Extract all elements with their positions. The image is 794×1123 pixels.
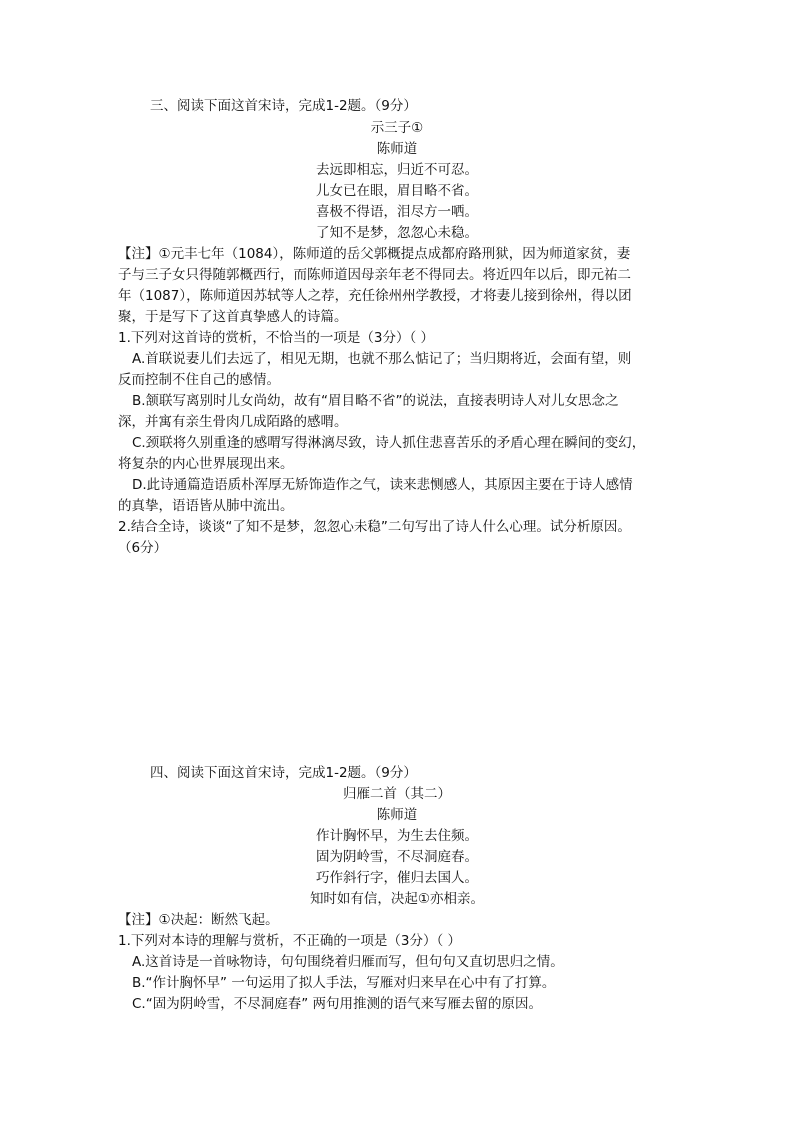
section4-author: 陈师道: [376, 807, 418, 823]
section3-q1-option-c-line-1: C.颈联将久别重逢的感喟写得淋漓尽致，诗人抓住悲喜苦乐的矛盾心理在瞬间的变幻，: [132, 435, 646, 451]
section3-question-2-line-1: 2.结合全诗，谈谈“了知不是梦，忽忽心未稳”二句写出了诗人什么心理。试分析原因。: [118, 519, 631, 535]
section3-note-line-4: 聚，于是写下了这首真挚感人的诗篇。: [118, 309, 348, 325]
section3-question-2-line-2: （6分）: [118, 540, 168, 556]
section3-poem-title: 示三子①: [370, 120, 424, 136]
section3-poem-line-1: 去远即相忘，归近不可忍。: [316, 162, 478, 178]
section3-q1-option-c-line-2: 将复杂的内心世界展现出来。: [118, 456, 294, 472]
section3-q1-option-d-line-1: D.此诗通篇造语质朴浑厚无矫饰造作之气，读来悲恻感人，其原因主要在于诗人感情: [132, 477, 633, 493]
section4-q1-option-c: C.“固为阴岭雪，不尽洞庭春” 两句用推测的语气来写雁去留的原因。: [132, 996, 542, 1012]
section4-poem-line-4: 知时如有信，决起①亦相亲。: [309, 891, 485, 907]
section3-note-line-1: 【注】①元丰七年（1084），陈师道的岳父郭概提点成都府路刑狱，因为师道家贫，妻: [118, 246, 631, 262]
section4-poem-title: 归雁二首（其二）: [343, 786, 451, 802]
section3-q1-option-b-line-1: B.颔联写离别时儿女尚幼，故有“眉目略不省”的说法，直接表明诗人对儿女思念之: [132, 393, 619, 409]
section3-q1-option-a-line-1: A.首联说妻儿们去远了，相见无期，也就不那么惦记了；当归期将近，会面有望，则: [132, 351, 632, 367]
section3-q1-option-d-line-2: 的真挚，语语皆从肺中流出。: [118, 498, 294, 514]
section3-question-1: 1.下列对这首诗的赏析，不恰当的一项是（3分）（ ）: [118, 330, 435, 346]
section3-poem-line-2: 儿女已在眼，眉目略不省。: [316, 183, 478, 199]
section3-author: 陈师道: [376, 141, 418, 157]
section4-q1-option-a: A.这首诗是一首咏物诗，句句围绕着归雁而写，但句句又直切思归之情。: [132, 954, 564, 970]
section3-q1-option-b-line-2: 深，并寓有亲生骨肉几成陌路的感喟。: [118, 414, 348, 430]
section4-poem-line-3: 巧作斜行字，催归去国人。: [316, 870, 478, 886]
section4-heading: 四、阅读下面这首宋诗，完成1-2题。（9分）: [150, 765, 417, 781]
section3-note-line-3: 年（1087），陈师道因苏轼等人之荐，充任徐州州学教授，才将妻儿接到徐州，得以团: [118, 288, 632, 304]
section4-poem-line-1: 作计胸怀早，为生去住频。: [316, 828, 478, 844]
section4-question-1: 1.下列对本诗的理解与赏析，不正确的一项是（3分）（ ）: [118, 933, 462, 949]
section3-note-line-2: 子与三子女只得随郭概西行，而陈师道因母亲年老不得同去。将近四年以后，即元祐二: [118, 267, 631, 283]
section4-note: 【注】①决起：断然飞起。: [118, 912, 279, 928]
section4-q1-option-b: B.“作计胸怀早” 一句运用了拟人手法，写雁对归来早在心中有了打算。: [132, 975, 556, 991]
section3-q1-option-a-line-2: 反而控制不住自己的感情。: [118, 372, 280, 388]
section3-poem-line-3: 喜极不得语，泪尽方一哂。: [316, 204, 478, 220]
section3-heading: 三、阅读下面这首宋诗，完成1-2题。（9分）: [150, 98, 417, 114]
section3-poem-line-4: 了知不是梦，忽忽心未稳。: [316, 225, 478, 241]
section4-poem-line-2: 固为阴岭雪，不尽洞庭春。: [316, 849, 478, 865]
